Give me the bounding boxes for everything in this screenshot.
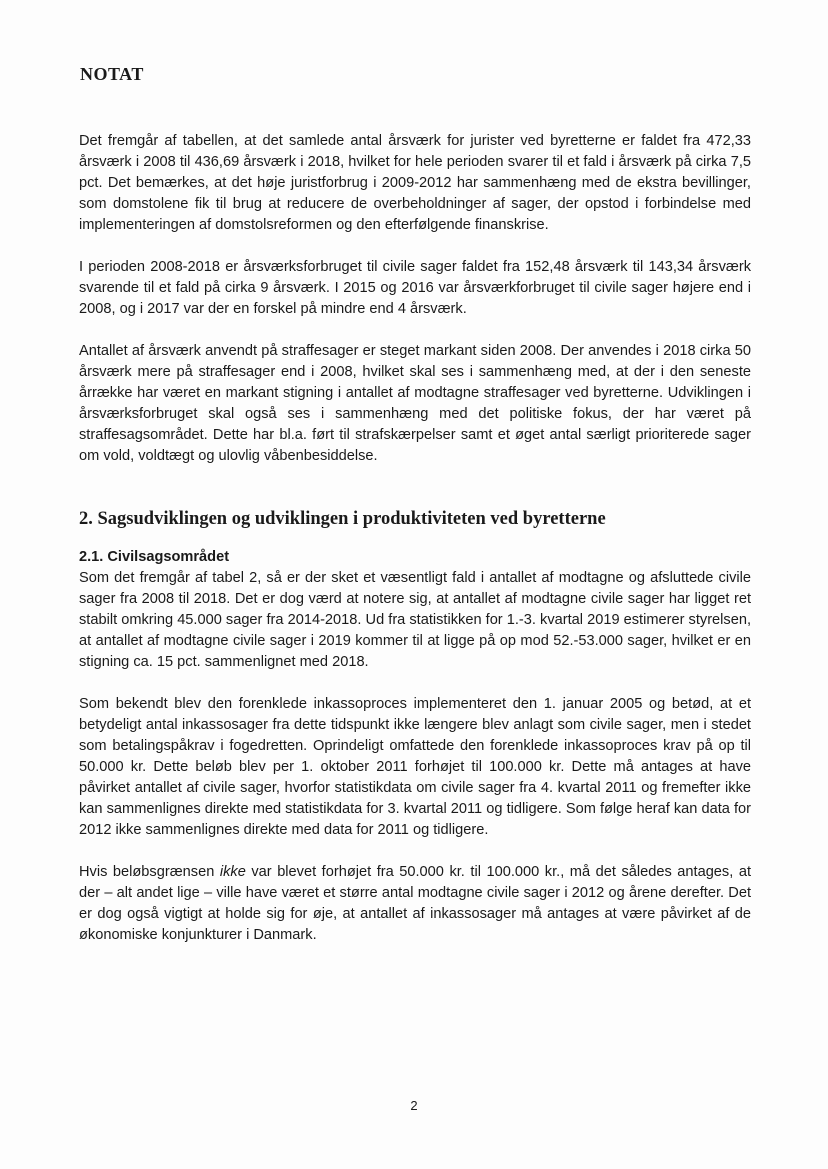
paragraph-text-part: var blevet forhøjet fra 50.000 kr. til 100.000 kr., må det således antages, at der – alt andet lige – ville have været et større antal modtagne civile sager i 2012 og årene derefter. Det er dog også vigtigt at holde sig for øje, at antallet af inkassosager må antages at være påvirket af de økonomiske konjunkturer i Danmark. [79,864,751,943]
paragraph-jurist-aarsvaerk: Det fremgår af tabellen, at det samlede antal årsværk for jurister ved byretterne er faldet fra 472,33 årsværk i 2008 til 436,69 årsværk i 2018, hvilket for hele perioden svarer til et fald i årsværk på cirka 7,5 pct. Det bemærkes, at det høje juristforbrug i 2009-2012 har sammenhæng med de ekstra bevillinger, som domstolene fik til brug at reducere de overbeholdninger af sager, der opstod i forbindelse med implementeringen af domstolsreformen og den efterfølgende finanskrise. [79,133,751,233]
page-number: 2 [410,1098,418,1113]
document-body [79,131,751,967]
subsection-heading: 2.1. Civilsagsområdet [79,549,230,565]
paragraph-inkassoproces: Som bekendt blev den forenklede inkassoproces implementeret den 1. januar 2005 og betød, at et betydeligt antal inkassosager fra dette tidspunkt ikke længere blev anlagt som civile sager, men i stedet som betalingspåkrav i fogedretten. Oprindeligt omfattede den forenklede inkassoproces krav på op til 50.000 kr. Dette beløb blev per 1. oktober 2011 forhøjet til 100.000 kr. Dette må antages at have påvirket antallet af civile sager, hvorfor statistikdata om civile sager fra 4. kvartal 2011 og fremefter ikke kan sammenlignes direkte med statistikdata for 3. kvartal 2011 og tidligere. Som følge heraf kan data for 2012 ikke sammenlignes direkte med data for 2011 og tidligere. [79,696,751,838]
paragraph-straffesager-aarsvaerk: Antallet af årsværk anvendt på straffesager er steget markant siden 2008. Der anvendes i 2018 cirka 50 årsværk mere på straffesager end i 2008, hvilket skal ses i sammenhæng med, at der i den seneste årrække har været en markant stigning i antallet af modtagne straffesager ved byretterne. Udviklingen i årsværksforbruget skal også ses i sammenhæng med det politiske fokus, der har været på straffesagsområdet. Dette har bl.a. ført til strafskærpelser samt et øget antal særligt prioriterede sager om vold, voldtægt og ulovlig våbenbesiddelse. [79,343,751,464]
header-title: NOTAT [80,64,144,84]
paragraph-tabel-2: Som det fremgår af tabel 2, så er der sket et væsentligt fald i antallet af modtagne og afsluttede civile sager fra 2008 til 2018. Det er dog værd at notere sig, at antallet af modtagne civile sager har ligget ret stabilt omkring 45.000 sager fra 2014-2018. Ud fra statistikken for 1.-3. kvartal 2019 estimerer styrelsen, at antallet af modtagne civile sager i 2019 kommer til at ligge på op mod 52.-53.000 sager, hvilket er en stigning ca. 15 pct. sammenlignet med 2018. [79,570,751,670]
emphasis-text: ikke [219,864,246,880]
paragraph-civile-sager-aarsvaerk: I perioden 2008-2018 er årsværksforbruget til civile sager faldet fra 152,48 årsværk til 143,34 årsværk svarende til et fald på cirka 9 årsværk. I 2015 og 2016 var årsværkforbruget til civile sager højere end i 2008, og i 2017 var der en forskel på mindre end 4 årsværk. [79,259,751,317]
paragraph-beloebsgraense [79,862,751,946]
section-heading: 2. Sagsudviklingen og udviklingen i produktiviteten ved byretterne [79,509,606,529]
paragraph-text-part: Hvis beløbsgrænsen [79,864,220,880]
